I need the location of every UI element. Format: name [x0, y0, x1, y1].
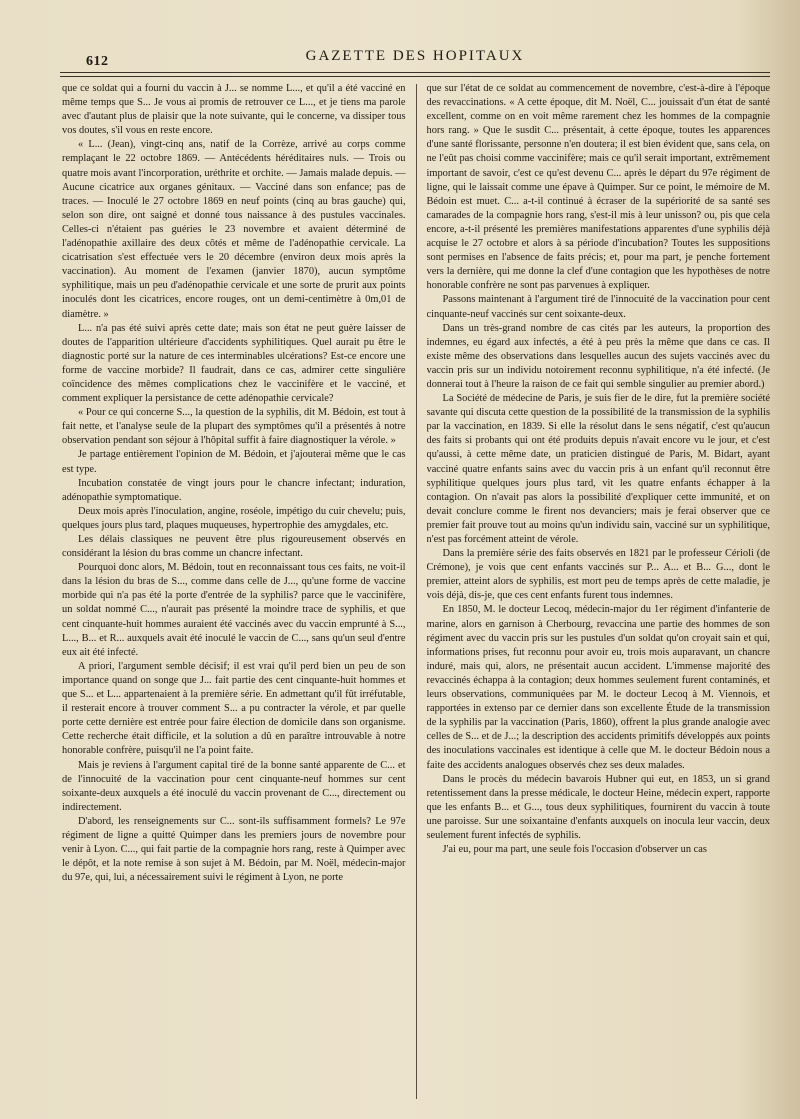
page-header [60, 44, 770, 74]
header-rule-double [60, 76, 770, 77]
right-column [427, 82, 771, 1099]
paragraph: Incubation constatée de vingt jours pour le chancre infectant; induration, adénopathie symptomatique. [62, 477, 406, 503]
paragraph: « L... (Jean), vingt-cinq ans, natif de la Corrèze, arrivé au corps comme remplaçant le 22 octobre 1869. — Antécédents héréditaires nuls. — Trois ou quatre mois avant l'incorporation, uréthrite et orchite. — Jamais malade depuis. — Aucune cicatrice aux organes génitaux. — Vacciné dans son enfance; pas de traces. — Inoculé le 27 octobre 1869 en neuf points (cinq au bras gauche) qui, selon son dire, ont saigné et donné tous naissance à des pustules vaccinales. Celles-ci n'étaient pas guéries le 23 novembre et avaient déterminé de l'adénopathie axillaire des deux côtés et même de l'adénopathie cervicale. La cicatrisation s'est effectuée vers le 20 décembre (environ deux mois après la vaccination). Au moment de l'examen (janvier 1870), aucun symptôme syphilitique, mais un peu d'adénopathie cervicale et une sorte de prurit aux points inoculés dont les cicatrices, encore rouges, ont un demi-centimètre à 0m,01 de diamètre. » [62, 139, 406, 320]
paragraph: A priori, l'argument semble décisif; il est vrai qu'il perd bien un peu de son importance quand on songe que J... fait partie des cent cinquante-huit hommes et que S... et L... appartenaient à la première série. En admettant qu'il fût irréfutable, il resterait encore à trouver comment S... a pu contracter la vérole, et par quelle porte cette dernière est entrée pour faire élection de domicile dans son organisme. Cette recherche était difficile, et la solution a dû en paraître introuvable à notre honorable confrère, puisqu'il ne l'a point faite. [62, 660, 406, 757]
paragraph: Deux mois après l'inoculation, angine, roséole, impétigo du cuir chevelu; puis, quelques jours plus tard, plaques muqueuses, hypertrophie des amygdales, etc. [62, 505, 406, 531]
paragraph: « Pour ce qui concerne S..., la question de la syphilis, dit M. Bédoin, est tout à fait nette, et l'analyse seule de la plupart des symptômes qu'il a présentés à notre observation pendant son séjour à l'hôpital suffit à faire diagnostiquer la vérole. » [62, 407, 406, 447]
page-number: 612 [86, 54, 109, 69]
paragraph: que ce soldat qui a fourni du vaccin à J... se nomme L..., et qu'il a été vacciné en même temps que S... Je vous ai promis de retrouver ce L..., et je tiens ma parole avec d'autant plus de plaisir que la note suivante, qui le concerne, va dissiper tous vos doutes, s'il vous en reste encore. [62, 83, 406, 137]
paragraph: J'ai eu, pour ma part, une seule fois l'occasion d'observer un cas [442, 844, 707, 856]
paragraph: Mais je reviens à l'argument capital tiré de la bonne santé apparente de C... et de l'innocuité de la vaccination pour cent cinquante-neuf hommes sur cent soixante-deux auxquels a été inoculé du vaccin provenant de C..., directement ou indirectement. [62, 759, 406, 813]
paragraph: En 1850, M. le docteur Lecoq, médecin-major du 1er régiment d'infanterie de marine, alors en garnison à Cherbourg, revaccina une partie des hommes de son régiment avec du vaccin pris sur les pustules d'un soldat qu'on croyait sain et qui, informations prises, fut reconnu pour avoir eu, trois mois auparavant, un chancre induré, mais qui, alors, ne présentait aucun accident. L'immense majorité des revaccinés échappa à la contagion; deux hommes seulement furent contaminés, et leurs observations, communiquées par M. le docteur Lecoq à M. Viennois, et rapportées in extenso par ce dernier dans son excellente Étude de la transmission de la syphilis par la vaccination (Paris, 1860), offrent la plus grande analogie avec celles de S... et de J...; la description des accidents primitifs développés aux points des inoculations vaccinales est identique à celle que M. le docteur Bédoin nous a faite des accidents analogues observés chez ses deux malades. [426, 604, 770, 771]
column-divider [416, 84, 417, 1099]
left-column [62, 82, 406, 1099]
paragraph: La Société de médecine de Paris, je suis fier de le dire, fut la première société savante qui discuta cette question de la possibilité de la transmission de la syphilis par la vaccination, en 1839. Si elle la résolut dans le sens négatif, c'est qu'aucun des faits si probants qui ont été produits depuis n'avait encore vu le jour, et c'est qu'aussi, à cette même date, un praticien distingué de Paris, M. Bidart, ayant vacciné quatre enfants sains avec du vaccin pris à un enfant qu'il reconnut être syphilitique quelques jours plus tard, vit les quatre enfants échapper à la contagion. On n'avait pas alors la possibilité d'expliquer cette immunité, et on devait conclure comme le firent nos devanciers; mais je ferai observer que ce premier fait prouve tout au moins qu'un individu sain, vacciné sur un syphilitique, n'est pas forcément atteint de vérole. [426, 393, 770, 545]
header-rule [60, 72, 770, 73]
paragraph: Dans un très-grand nombre de cas cités par les auteurs, la proportion des indemnes, eu égard aux infectés, a été à peu près la même que dans ce cas. Il existe même des observations dans lesquelles aucun des sujets vaccinés avec du vaccin pris sur un individu notoirement reconnu syphilitique, n'a été infecté. (Je donnerai tout à l'heure la raison de ce fait qui semble singulier au premier abord.) [426, 322, 770, 390]
paragraph: Pourquoi donc alors, M. Bédoin, tout en reconnaissant tous ces faits, ne voit-il dans la lésion du bras de S..., comme dans celle de J..., qu'une forme de vaccine morbide qui n'a pas été la porte d'entrée de la syphilis? parce que le vaccinifère, un soldat nommé C..., n'aurait pas présenté la moindre trace de syphilis, et que cent cinquante-huit hommes auraient été vaccinés avec du vaccin emprunté à S..., L..., B... et R... auxquels avait été inoculé le vaccin de C..., sans qu'un seul d'entre eux ait été infecté. [62, 562, 406, 658]
paragraph: que sur l'état de ce soldat au commencement de novembre, c'est-à-dire à l'époque des revaccinations. « A cette époque, dit M. Noël, C... jouissait d'un état de santé excellent, comme on en voit même rarement chez les hommes de la compagnie hors rang. » Que le susdit C... présentait, à cette époque, toutes les apparences d'une santé florissante, personne n'en doutera; il est bien évident que, sans cela, on ne l'eût pas choisi comme vaccinifère; mais ce qu'il serait important, extrêmement important de savoir, c'est ce qu'est devenu C... après le départ du 97e régiment de ligne, qui le laissait comme une épave à Quimper. Sur ce point, le mémoire de M. Bédoin est muet. C... a-t-il continué à écraser de la supériorité de sa santé ses camarades de la compagnie hors rang, s'est-il mis à leur unisson? ou, pis que cela encore, a-t-il présenté les premières manifestations apparentes d'une syphilis déjà acquise le 27 octobre et alors à sa période d'incubation? Toutes les suppositions sont permises en l'absence de faits précis; et, pour ma part, je penche fortement vers la dernière, qui me donne la clef d'une contagion que les hypothèses de notre honorable confrère ne sont pas parvenues à expliquer. [426, 83, 770, 292]
paragraph: Les délais classiques ne peuvent être plus rigoureusement observés en considérant la lésion du bras comme un chancre infectant. [62, 534, 406, 560]
paragraph: D'abord, les renseignements sur C... sont-ils suffisamment formels? Le 97e régiment de ligne a quitté Quimper dans les premiers jours de novembre pour venir à Lyon. C..., qui fait partie de la compagnie hors rang, reste à Quimper avec le dépôt, et la note remise à son sujet à M. Bédoin, par M. Noël, médecin-major du 97e, qui, lui, a nécessairement suivi le régiment à Lyon, ne porte [62, 815, 406, 884]
paragraph: Je partage entièrement l'opinion de M. Bédoin, et j'ajouterai même que le cas est type. [62, 449, 406, 475]
paragraph: Passons maintenant à l'argument tiré de l'innocuité de la vaccination pour cent cinquante-neuf vaccinés sur cent soixante-deux. [426, 294, 770, 320]
journal-title: GAZETTE DES HOPITAUX [305, 48, 525, 64]
paragraph: Dans la première série des faits observés en 1821 par le professeur Cérioli (de Crémone), je vois que cent enfants vaccinés sur P... A... et B... G..., dont le premier, atteint alors de syphilis, est mort peu de temps après de cette maladie, je vois déjà, dis-je, que ces cent enfants furent tous indemnes. [426, 548, 770, 602]
article-columns [62, 82, 770, 1099]
paragraph: Dans le procès du médecin bavarois Hubner qui eut, en 1853, un si grand retentissement dans la presse médicale, le docteur Heine, médecin expert, rapporte que les enfants B... et G..., tous deux syphilitiques, fournirent du vaccin à toute une paroisse. Sur une soixantaine d'enfants auxquels on inocula leur vaccin, deux seulement furent infectés de syphilis. [426, 773, 770, 841]
paragraph: L... n'a pas été suivi après cette date; mais son état ne peut guère laisser de doutes de l'apparition ultérieure d'accidents syphilitiques. Quel aurait pu être le diagnostic porté sur la nature de ces interminables ulcérations? Est-ce encore une forme de vaccine morbide? Il faudrait, dans ce cas, admirer cette singulière coïncidence des mêmes complications chez le vaccinifère et le vacciné, et comment expliquer la persistance de cette adénopathie cervicale? [62, 322, 406, 405]
